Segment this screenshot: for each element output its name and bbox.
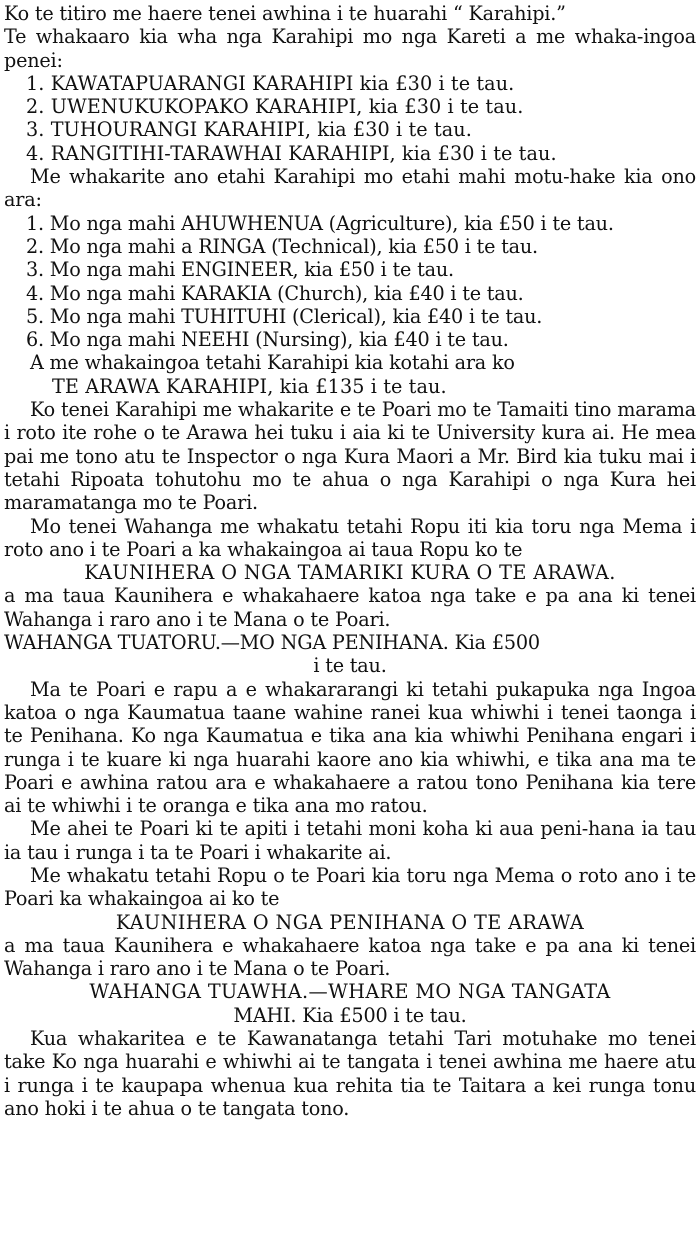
- scholarship-list: [4, 72, 696, 165]
- council-paragraph: a ma taua Kaunihera e whakahaere katoa nga take e pa ana ki tenei Wahanga i raro ano i te Mana o te Poari.: [4, 584, 696, 631]
- list-item: 5. Mo nga mahi TUHITUHI (Clerical), kia £40 i te tau.: [26, 304, 543, 328]
- section-three-subheading: i te tau.: [313, 654, 387, 678]
- section-four-heading: WAHANGA TUAWHA.—WHARE MO NGA TANGATA: [89, 980, 611, 1004]
- council-paragraph-two: a ma taua Kaunihera e whakahaere katoa nga take e pa ana ki tenei Wahanga i raro ano i te Mana o te Poari.: [4, 933, 696, 981]
- list-item: 4. Mo nga mahi KARAKIA (Church), kia £40 i te tau.: [26, 281, 524, 305]
- special-list: [4, 212, 696, 352]
- arawa-scholarship: TE ARAWA KARAHIPI, kia £135 i te tau.: [52, 374, 447, 398]
- donation-paragraph: Me ahei te Poari ki te apiti i tetahi moni koha ki aua peni-hana ia tau ia tau i runga i ta te Poari i whakarite ai.: [4, 817, 696, 864]
- committee-paragraph-two: Me whakatu tetahi Ropu o te Poari kia toru nga Mema o roto ano i te Poari ka whakaingoa ai ko te: [4, 863, 696, 911]
- special-intro: Me whakarite ano etahi Karahipi mo etahi mahi motu-hake kia ono ara:: [4, 165, 696, 212]
- intro-paragraph: Te whakaaro kia wha nga Karahipi mo nga Kareti a me whaka-ingoa penei:: [4, 25, 696, 72]
- section-three-heading: WAHANGA TUATORU.—MO NGA PENIHANA. Kia £500: [4, 631, 540, 655]
- intro-line: Ko te titiro me haere tenei awhina i te huarahi “ Karahipi.”: [4, 2, 566, 25]
- committee-paragraph: Mo tenei Wahanga me whakatu tetahi Ropu iti kia toru nga Mema i roto ano i te Poari a ka whakaingoa ai taua Ropu ko te: [4, 514, 696, 561]
- board-paragraph: Ko tenei Karahipi me whakarite e te Poari mo te Tamaiti tino marama i roto ite rohe o te Arawa hei tuku i aia ki te University kura ai. He mea pai me tono atu te Inspector o nga Kura Maori a Mr. Bird kia tuku mai i tetahi Ripoata tohutohu mo te ahua o nga Karahipi o nga Kura hei maramatanga mo te Poari.: [4, 398, 696, 515]
- list-item: 1. Mo nga mahi AHUWHENUA (Agriculture), kia £50 i te tau.: [26, 211, 614, 235]
- list-item: 4. RANGITIHI-TARAWHAI KARAHIPI, kia £30 i te tau.: [26, 141, 557, 165]
- council-children-heading: KAUNIHERA O NGA TAMARIKI KURA O TE ARAWA.: [84, 561, 616, 585]
- arawa-intro: A me whakaingoa tetahi Karahipi kia kotahi ara ko: [30, 351, 515, 375]
- list-item: 2. UWENUKUKOPAKO KARAHIPI, kia £30 i te tau.: [26, 95, 524, 119]
- list-item: 2. Mo nga mahi a RINGA (Technical), kia £50 i te tau.: [26, 234, 538, 258]
- housing-paragraph: Kua whakaritea e te Kawanatanga tetahi Tari motuhake mo tenei take Ko nga huarahi e whiwhi ai te tangata i tenei awhina me haere atu i runga i te kaupapa whenua kua rehita tia te Taitara a kei runga tonu ano hoki i te ahua o te tangata tono.: [4, 1027, 696, 1120]
- list-item: 3. Mo nga mahi ENGINEER, kia £50 i te tau.: [26, 258, 454, 282]
- list-item: 6. Mo nga mahi NEEHI (Nursing), kia £40 i te tau.: [26, 328, 509, 352]
- section-four-subheading: MAHI. Kia £500 i te tau.: [233, 1003, 467, 1027]
- council-pensions-heading: KAUNIHERA O NGA PENIHANA O TE ARAWA: [115, 910, 585, 934]
- list-item: 1. KAWATAPUARANGI KARAHIPI kia £30 i te tau.: [26, 71, 515, 95]
- list-item: 3. TUHOURANGI KARAHIPI, kia £30 i te tau.: [26, 118, 472, 142]
- pension-paragraph: Ma te Poari e rapu a e whakararangi ki tetahi pukapuka nga Ingoa katoa o nga Kaumatua taane wahine ranei kua whiwhi i tenei taonga i te Penihana. Ko nga Kaumatua e tika ana kia whiwhi Penihana engari i runga i te kuare ki nga huarahi kaore ano kia whiwhi, e tika ana ma te Poari e awhina ratou ara e whakahaere a ratou tono Penihana kia tere ai te whiwhi i te oranga e tika ana mo ratou.: [4, 677, 696, 818]
